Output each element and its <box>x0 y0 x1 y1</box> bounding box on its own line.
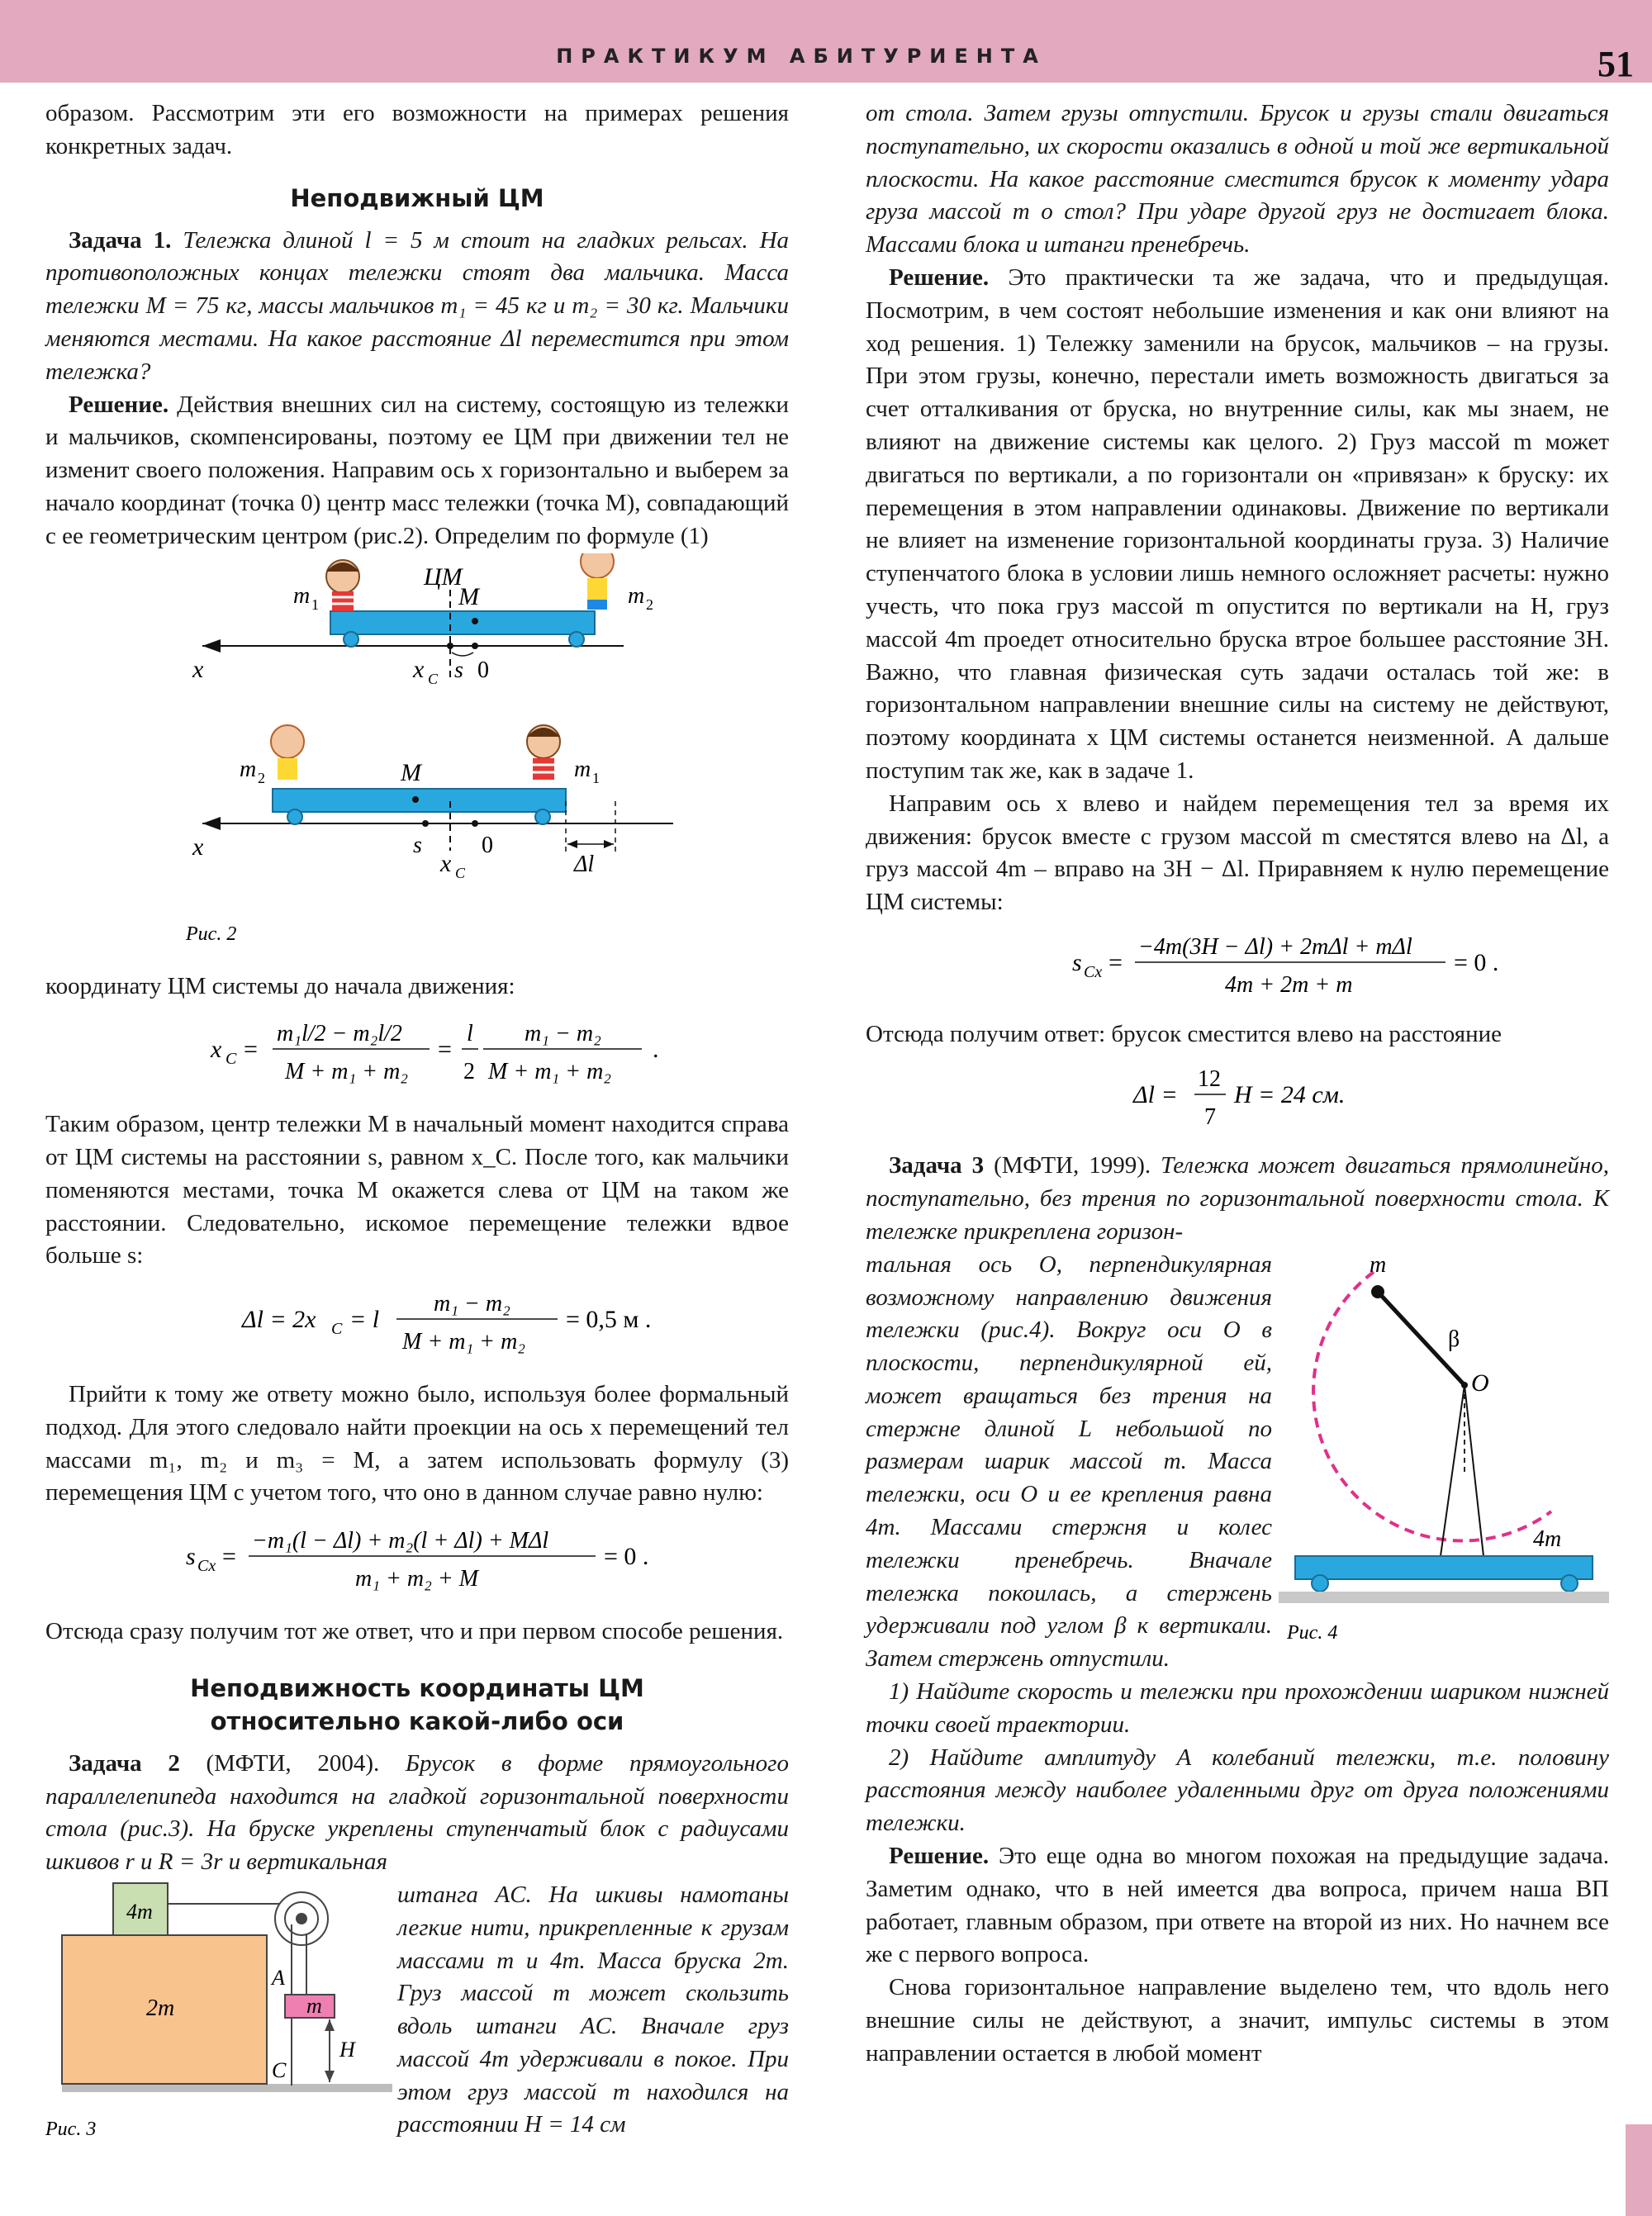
paragraph-axis-left: Направим ось x влево и найдем перемещения тел за время их движения: брусок вместе с грузом массой m сместятся влево на Δl, а груз массой 4m – вправо на 3H − Δl. Приравняем к нулю перемещение ЦМ системы: <box>866 790 1609 916</box>
paragraph-same-answer: Отсюда сразу получим тот же ответ, что и при первом способе решения. <box>45 1617 784 1644</box>
svg-text:m₁ + m₂ + M: m₁ + m₂ + M <box>355 1566 479 1592</box>
solution2-label: Решение. <box>889 263 990 291</box>
formula-2 <box>45 1279 789 1372</box>
svg-text:= 0,5 м .: = 0,5 м . <box>566 1306 652 1334</box>
svg-text:m₁ − m₂: m₁ − m₂ <box>525 1021 601 1047</box>
svg-text:−4m(3H − Δl) + 2mΔl + mΔl: −4m(3H − Δl) + 2mΔl + mΔl <box>1138 933 1412 960</box>
task3 <box>866 1150 1609 1248</box>
fig2-M-label-top: M <box>458 582 479 610</box>
svg-text:x: x <box>211 1036 222 1064</box>
svg-text:s: s <box>186 1543 196 1571</box>
svg-text:=: = <box>222 1543 236 1571</box>
task3-text-a: Тележка может двигаться прямолинейно, поступательно, без трения по горизонтальной поверхности стола. К тележке прикреплена горизон- <box>866 1152 1609 1245</box>
fig2-dl-label: Δl <box>574 851 595 877</box>
fig2-x-label-top: x <box>192 655 204 683</box>
paragraph-cm-coordinate: координату ЦМ системы до начала движения: <box>45 972 515 999</box>
figure-2-drawing <box>45 553 789 970</box>
task1-label: Задача 1. <box>69 226 172 254</box>
fig2-boy-m2-top <box>581 553 614 610</box>
fig4-table <box>1279 1592 1609 1603</box>
fig2-xc-label-top: x <box>413 655 425 683</box>
fig2-m2-label-top: m <box>628 582 645 609</box>
task2-text-a: Брусок в форме прямоугольного параллелепипеда находится на гладкой горизонтальной поверхности стола (рис.3). На бруске укреплены ступенчатый блок с радиусами шкивов r и R = 3r и вертикальная <box>45 1749 789 1876</box>
task2-continued: от стола. Затем грузы отпустили. Брусок и грузы стали двигаться поступательно, их скорости оказались в одной и той же вертикальной плоскости. На какое расстояние сместится брусок к моменту удара груза массой m о стол? При ударе другой груз не достигает блока. Массами блока и штанги пренебречь. <box>866 100 1609 259</box>
fig4-label-4m: 4m <box>1533 1526 1562 1552</box>
question-1: 1) Найдите скорость u тележки при прохождении шариком нижней точки своей траектории. <box>866 1678 1609 1738</box>
svg-text:= l: = l <box>349 1306 380 1334</box>
fig4-caption: Рис. 4 <box>1287 1621 1338 1644</box>
fig4-label-O: O <box>1471 1369 1489 1397</box>
svg-text:4m + 2m + m: 4m + 2m + m <box>1225 971 1353 998</box>
fig2-m2-label-bottom: m <box>240 756 257 782</box>
paragraph-answer-intro: Отсюда получим ответ: брусок сместится влево на расстояние <box>866 1020 1502 1047</box>
figure-2 <box>45 553 789 970</box>
svg-text:l: l <box>467 1021 473 1047</box>
fig4-wheel <box>1312 1575 1328 1592</box>
page-number: 51 <box>1597 44 1634 84</box>
fig4-ball <box>1371 1285 1384 1298</box>
fig4-cart <box>1295 1556 1593 1579</box>
svg-text:=: = <box>1108 948 1123 976</box>
svg-text:7: 7 <box>1204 1103 1216 1130</box>
fig3-label-C: C <box>272 2057 287 2082</box>
fig4-wheel <box>1561 1575 1578 1592</box>
side-tab <box>1626 2124 1652 2216</box>
svg-text:C: C <box>455 864 466 881</box>
paragraph-formal-approach: Прийти к тому же ответу можно было, используя более формальный подход. Для этого следовало найти проекции на ось x перемещений тел массами m₁, m₂ и m₃ = M, а затем использовать формулу (3) перемещения ЦМ с учетом того, что оно в данном случае равно нулю: <box>45 1380 789 1507</box>
svg-text:2: 2 <box>646 596 653 613</box>
fig2-M-label-bottom: M <box>401 758 421 786</box>
fig2-boy-m1-top <box>326 560 359 611</box>
svg-text:12: 12 <box>1198 1065 1221 1092</box>
svg-text:Cx: Cx <box>1084 962 1103 981</box>
solution3 <box>866 1840 1609 1972</box>
svg-text:=: = <box>244 1036 258 1064</box>
fig3-label-H: H <box>339 2037 355 2062</box>
section-heading-fixed-cm: Неподвижный ЦМ <box>290 183 544 212</box>
formula-4 <box>866 926 1609 1012</box>
task3-source: (МФТИ, 1999). <box>994 1152 1151 1179</box>
task2-label: Задача 2 <box>69 1749 180 1777</box>
fig2-xc-label-bottom: x <box>440 849 452 877</box>
fig3-label-2m: 2m <box>146 1995 175 2021</box>
fig2-wheel <box>344 632 358 647</box>
fig2-s-label-bottom: s <box>413 832 422 858</box>
task3-text-b: тальная ось O, перпендикулярная возможному направлению движения тележки (рис.4). Вокруг оси O в плоскости, перпендикулярной ей, может вращаться без трения на стержне длиной L небольшой по размерам шарик массой m. Масса тележки, оси O и ее крепления равна 4m. Массами стержня и колес тележки пренебречь. Вначале тележка покоилась, а стержень удерживали под углом β к вертикали. Затем стержень отпустили. <box>866 1250 1272 1673</box>
fig2-wheel <box>287 809 302 824</box>
formula-3 <box>45 1516 789 1609</box>
task1 <box>45 225 789 389</box>
fig2-zero-label-bottom: 0 <box>482 832 493 858</box>
svg-text:2: 2 <box>463 1059 475 1085</box>
svg-text:C: C <box>225 1050 237 1069</box>
svg-text:= 0 .: = 0 . <box>1454 948 1499 976</box>
fig2-zero-label-top: 0 <box>477 657 489 683</box>
fig3-table <box>62 2084 392 2092</box>
section-heading-fixed-axis: Неподвижность координаты ЦМ относительно какой-либо оси <box>190 1673 644 1735</box>
question-2: 2) Найдите амплитуду A колебаний тележки, т.е. половину расстояния между наиболее удаленными друг от друга положениями тележки. <box>866 1744 1609 1837</box>
task2-source: (МФТИ, 2004). <box>206 1749 380 1777</box>
paragraph-cart-shift: Таким образом, центр тележки M в начальный момент находится справа от ЦМ системы на расстоянии s, равном x_C. После того, как мальчики поменяются местами, точка M окажется слева от ЦМ на таком же расстоянии. Следовательно, искомое перемещение тележки вдвое больше s: <box>45 1111 789 1269</box>
fig2-wheel <box>569 632 584 647</box>
fig4-trajectory-arc <box>1313 1272 1551 1540</box>
fig2-boy-m2-bottom <box>271 725 304 780</box>
svg-text:m₁ − m₂: m₁ − m₂ <box>434 1291 510 1317</box>
svg-text:Δl = 2x: Δl = 2x <box>242 1306 316 1334</box>
paragraph-final: Снова горизонтальное направление выделено тем, что вдоль него внешние силы не действуют, а значит, импульс системы в этом направлении остается в любой момент <box>866 1974 1609 2067</box>
solution2-text: Это практически та же задача, что и предыдущая. Посмотрим, в чем состоят небольшие изменения и как они влияют на ход решения. 1) Тележку заменили на брусок, мальчиков – на грузы. При этом грузы, конечно, перестали иметь возможность двигаться за счет отталкивания от бруска, но внутренние силы, как мы знаем, не влияют на движение системы как целого. 2) Груз массой m может двигаться по вертикали, а по горизонтали он «привязан» к бруску: их перемещения в этом направлении одинаковы. Движение по вертикали не влияет на изменение горизонтальной координаты груза. 3) Наличие ступенчатого блока в условии лишь немного осложняет расчеты: нужно учесть, что пока груз массой m опустится по вертикали на H, груз массой 4m проедет относительно бруска втрое большее расстояние 3H. Важно, что главная физическая суть задачи осталась той же: в горизонтальном направлении внешние силы на систему не действуют, поэтому координата x ЦМ системы останется неизменной. А дальше поступим так же, как в задаче 1. <box>866 263 1610 784</box>
fig2-cm-label: ЦМ <box>424 562 463 591</box>
svg-text:H = 24 см.: H = 24 см. <box>1234 1080 1346 1108</box>
solution1-label: Решение. <box>69 391 169 418</box>
svg-text:C: C <box>331 1320 343 1339</box>
fig2-cart-bottom <box>273 789 566 812</box>
solution3-text: Это еще одна во многом похожая на предыдущие задача. Заметим однако, что в ней имеется два вопроса, причем наша ВП работает, главным образом, при ответе на второй из них. Но начнем все же с первого вопроса. <box>866 1843 1610 1968</box>
svg-text:Δl =: Δl = <box>1133 1080 1178 1108</box>
solution2 <box>866 262 1609 788</box>
svg-text:M + m₁ + m₂: M + m₁ + m₂ <box>488 1059 612 1085</box>
fig4-support <box>1441 1385 1464 1556</box>
page-header <box>0 0 1652 83</box>
svg-text:m₁l/2 − m₂l/2: m₁l/2 − m₂l/2 <box>277 1021 402 1047</box>
fig2-boy-m1-bottom <box>527 725 560 780</box>
fig2-m1-label-top: m <box>293 582 311 609</box>
svg-text:−m₁(l − Δl) + m₂(l + Δl) + MΔl: −m₁(l − Δl) + m₂(l + Δl) + MΔl <box>252 1528 549 1554</box>
left-column <box>45 97 789 2152</box>
task2 <box>45 1748 789 1879</box>
fig3-caption: Рис. 3 <box>45 2118 97 2140</box>
svg-text:1: 1 <box>592 769 600 786</box>
solution1-text: Действия внешних сил на систему, состоящую из тележки и мальчиков, скомпенсированы, поэтому ее ЦМ при движении тел не изменит своего положения. Направим ось x горизонтально и выберем за начало координат (точка 0) центр масс тележки (точка M), совпадающий с ее геометрическим центром (рис.2). Определим по формуле (1) <box>45 391 789 549</box>
task3-label: Задача 3 <box>889 1152 985 1179</box>
fig3-label-A: A <box>272 1965 285 1990</box>
fig2-axis-arrow-bottom <box>202 817 221 830</box>
svg-text:=: = <box>438 1036 452 1064</box>
right-column <box>866 97 1609 2071</box>
fig2-cart-top <box>330 611 595 634</box>
formula-1 <box>45 1009 789 1102</box>
svg-text:.: . <box>653 1036 659 1064</box>
fig4-support <box>1464 1385 1483 1556</box>
figure-4 <box>1279 1249 1609 1662</box>
paragraph-intro: образом. Рассмотрим эти его возможности на примерах решения конкретных задач. <box>45 100 789 159</box>
task1-text: Тележка длиной l = 5 м стоит на гладких рельсах. На противоположных концах тележки стоят два мальчика. Масса тележки M = 75 кг, массы мальчиков m₁ = 45 кг и m₂ = 30 кг. Мальчики меняются местами. На какое расстояние Δl переместится при этом тележка? <box>45 226 790 385</box>
fig4-label-m: m <box>1370 1251 1387 1278</box>
solution1 <box>45 389 789 553</box>
fig2-m1-label-bottom: m <box>574 756 591 782</box>
fig2-x-label-bottom: x <box>192 833 204 861</box>
figure-3 <box>45 1879 392 2152</box>
running-title: ПРАКТИКУМ АБИТУРИЕНТА <box>556 45 1047 68</box>
svg-text:Cx: Cx <box>197 1557 216 1576</box>
task2-text-b: штанга AC. На шкивы намотаны легкие нити, прикрепленные к грузам массами m и 4m. Масса бруска 2m. Груз массой m может скользить вдоль штанги AC. Вначале груз массой 4m удерживали в покое. При этом груз массой m находился на расстоянии H = 14 см <box>397 1881 789 2138</box>
svg-text:M + m₁ + m₂: M + m₁ + m₂ <box>285 1059 409 1085</box>
formula-5 <box>866 1058 1609 1144</box>
svg-text:M + m₁ + m₂: M + m₁ + m₂ <box>402 1329 526 1355</box>
fig2-wheel <box>535 809 550 824</box>
svg-text:= 0 .: = 0 . <box>604 1543 649 1571</box>
fig3-label-4m: 4m <box>126 1899 153 1924</box>
svg-text:s: s <box>1072 948 1082 976</box>
fig2-s-label-top: s <box>454 657 463 683</box>
fig3-label-m: m <box>306 1993 322 2018</box>
svg-text:1: 1 <box>311 596 319 613</box>
fig2-caption: Рис. 2 <box>186 923 237 945</box>
solution3-label: Решение. <box>889 1843 990 1870</box>
svg-text:C: C <box>428 670 439 687</box>
svg-text:2: 2 <box>258 769 265 786</box>
fig4-label-beta: β <box>1448 1326 1460 1352</box>
